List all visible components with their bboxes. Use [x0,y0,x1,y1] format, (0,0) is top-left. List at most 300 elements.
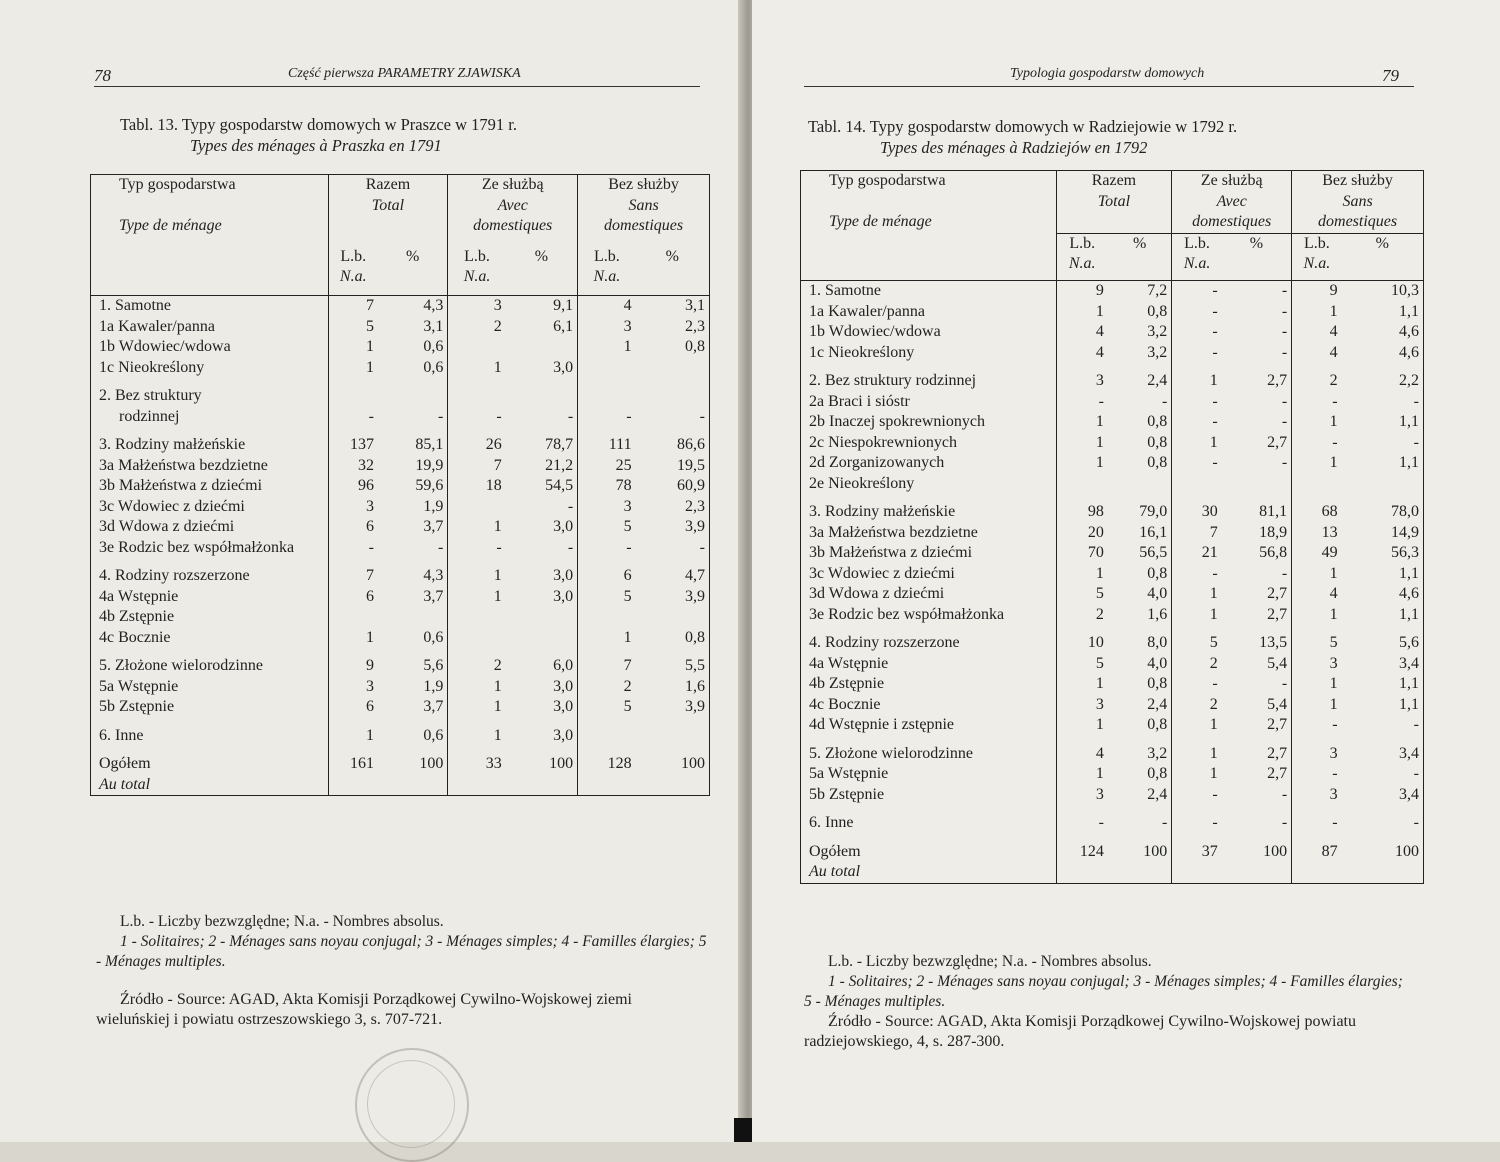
row-label: 2c Niespokrewnionych [801,433,1057,454]
cell-count: 1 [623,338,632,355]
cell-percent: 0,8 [636,337,710,358]
cell-percent [1222,474,1292,495]
header-with-servants-pl: Ze służbą [1172,171,1292,192]
cell-count: 26 [485,436,502,453]
cell-count: 1 [1329,605,1338,623]
header-na: N.a. [593,268,621,285]
table-header [801,171,1424,281]
cell-count: 18 [485,477,502,494]
cell-percent: 3,4 [1342,744,1424,765]
table-row [801,584,1424,605]
cell-percent: 3,0 [506,587,578,608]
cell-percent: - [636,538,710,559]
cell-count: 5 [1095,654,1104,672]
row-spacer [801,736,1424,744]
cell-percent: 19,5 [636,456,710,477]
cell-percent: 3,0 [506,517,578,538]
header-pct: % [636,247,710,268]
cell-percent: 19,9 [378,456,448,477]
cell-percent: 4,6 [1342,322,1424,343]
cell-count: 7 [493,456,502,474]
header-type-fr: Type de ménage [91,216,329,237]
table-row [801,813,1424,834]
cell-count: 96 [357,477,374,494]
cell-percent: - [378,538,448,559]
cell-percent: 0,8 [1108,564,1172,585]
cell-percent: 0,6 [378,337,448,358]
cell-percent: 1,9 [378,497,448,518]
table-row [91,497,710,518]
cell-count: 2 [493,657,502,674]
cell-count: 1 [493,587,502,605]
cell-percent [506,775,578,796]
cell-count: 49 [1321,544,1338,561]
cell-count: 5 [1095,585,1104,602]
table-row [801,502,1424,523]
header-na: N.a. [1068,255,1096,272]
caption-polish: Tabl. 14. Typy gospodarstw domowych w Radziejowie w 1792 r. [808,117,1238,136]
cell-count: 3 [1329,744,1338,762]
cell-count: 13 [1321,523,1338,541]
header-with-servants-fr2: domestiques [1172,212,1292,233]
cell-count: 21 [1201,544,1218,561]
cell-count: 6 [623,567,632,584]
cell-percent: 3,7 [378,517,448,538]
header-type-pl: Typ gospodarstwa [91,175,329,196]
table-row [801,764,1424,785]
table-row [801,842,1424,863]
cell-percent: 3,1 [636,296,710,317]
header-pct: % [378,247,448,268]
cell-percent [1108,474,1172,495]
header-without-servants-pl: Bez służby [578,175,710,196]
cell-percent: 3,2 [1108,343,1172,364]
cell-count: 87 [1321,842,1338,860]
cell-count: 9 [1095,282,1104,299]
cell-count: 1 [1095,302,1104,320]
header-lb: L.b. [340,247,367,265]
cell-count: 4 [1095,343,1104,361]
row-label: 5a Wstępnie [91,677,329,698]
row-label: 3. Rodziny małżeńskie [801,502,1057,523]
cell-count: 3 [1329,654,1338,672]
cell-percent: 85,1 [378,435,448,456]
cell-count: - [1212,814,1218,831]
cell-percent: 78,0 [1342,502,1424,523]
table-row [91,566,710,587]
row-label: 4. Rodziny rozszerzone [91,566,329,587]
row-spacer [801,625,1424,633]
row-spacer [801,834,1424,842]
row-label: 3a Małżeństwa bezdzietne [91,456,329,477]
cell-count [1292,862,1342,883]
cell-count: - [1332,433,1338,451]
cell-count: 1 [1209,765,1218,782]
cell-count: 1 [1095,716,1104,733]
row-label: 1. Samotne [91,296,329,317]
cell-percent: - [1222,674,1292,695]
cell-count: 1 [1095,675,1104,692]
cell-count: - [1212,302,1218,320]
caption-french: Types des ménages à Praszka en 1791 [190,136,442,155]
cell-count: - [1332,716,1338,733]
cell-percent: - [1222,412,1292,433]
row-label: 4c Bocznie [801,695,1057,716]
cell-percent: - [506,407,578,428]
cell-count [1056,862,1108,883]
cell-percent: 1,1 [1342,412,1424,433]
cell-count: 1 [1095,454,1104,471]
cell-count: 98 [1087,503,1104,520]
cell-percent: - [1222,785,1292,806]
cell-percent: 59,6 [378,476,448,497]
cell-count: - [1212,323,1218,340]
cell-percent [636,775,710,796]
row-spacer [91,648,710,656]
cell-percent: 0,8 [1108,764,1172,785]
table-row [91,754,710,775]
cell-count: 1 [1329,564,1338,582]
cell-count: 4 [1095,323,1104,340]
cell-percent: 3,9 [636,697,710,718]
cell-count: - [1332,765,1338,782]
row-label: 1c Nieokreślony [801,343,1057,364]
row-spacer [91,378,710,386]
cell-count [328,386,378,407]
cell-percent: 16,1 [1108,523,1172,544]
table-row [801,785,1424,806]
cell-count: - [1212,785,1218,803]
table-row [801,302,1424,323]
cell-percent: 2,3 [636,317,710,338]
row-label: 5a Wstępnie [801,764,1057,785]
cell-count: 3 [1095,695,1104,713]
cell-percent: 2,7 [1222,744,1292,765]
table-row [801,433,1424,454]
cell-percent: 3,4 [1342,654,1424,675]
cell-percent: 6,1 [506,317,578,338]
cell-count: 1 [1095,765,1104,782]
cell-count: 1 [493,726,502,744]
cell-percent: - [1108,813,1172,834]
cell-percent: 2,4 [1108,371,1172,392]
source-note: Źródło - Source: AGAD, Akta Komisji Porządkowej Cywilno-Wojskowej powiatu radziejowskiego, 4, s. 287-300. [804,1013,1356,1050]
cell-percent: 2,4 [1108,695,1172,716]
cell-count [578,775,636,796]
cell-percent: 18,9 [1222,523,1292,544]
cell-percent: 1,1 [1342,302,1424,323]
cell-percent: 1,1 [1342,605,1424,626]
cell-count: 111 [608,436,632,453]
table-row [801,412,1424,433]
header-lb: L.b. [593,247,620,265]
cell-count: 1 [1329,695,1338,713]
cell-count: 4 [1329,343,1338,361]
cell-count: - [1212,413,1218,430]
row-label: 3e Rodzic bez współmałżonka [91,538,329,559]
row-label: 1b Wdowiec/wdowa [91,337,329,358]
cell-percent: 2,7 [1222,371,1292,392]
cell-count [448,497,506,518]
cell-count: 1 [1209,744,1218,762]
cell-count: - [368,407,374,425]
cell-count: 7 [1209,523,1218,541]
cell-count: 1 [493,567,502,584]
cell-percent: 2,7 [1222,605,1292,626]
cell-count: 37 [1201,842,1218,860]
cell-percent: 86,6 [636,435,710,456]
cell-percent: 0,8 [1108,433,1172,454]
table-header [91,175,710,296]
note-categories: 1 - Solitaires; 2 - Ménages sans noyau conjugal; 3 - Ménages simples; 4 - Familles élargies; 5 - Ménages multiples. [804,973,1403,1010]
header-rule [804,86,1414,87]
cell-percent: 21,2 [506,456,578,477]
row-label: 4b Zstępnie [801,674,1057,695]
cell-count [448,607,506,628]
cell-count: - [1212,454,1218,471]
cell-count: - [1212,343,1218,361]
cell-percent: 8,0 [1108,633,1172,654]
table-row [801,654,1424,675]
table-row [91,317,710,338]
cell-percent: 100 [1222,842,1292,863]
cell-percent: 2,7 [1222,764,1292,785]
cell-percent: 1,1 [1342,695,1424,716]
cell-percent [378,386,448,407]
cell-percent: 5,6 [1342,633,1424,654]
cell-percent: 2,7 [1222,433,1292,454]
left-page [0,0,745,1142]
header-lb: L.b. [1069,234,1096,252]
table-row [91,435,710,456]
cell-count: 1 [1095,433,1104,451]
cell-percent: 1,6 [636,677,710,698]
cell-count: 1 [1095,413,1104,430]
cell-count: 161 [349,755,374,772]
table-row [91,456,710,477]
cell-percent: 5,4 [1222,695,1292,716]
table-row [91,775,710,796]
cell-count: 1 [1329,413,1338,430]
table-row [91,697,710,718]
header-total-pl: Razem [1056,171,1172,192]
cell-count: 124 [1079,842,1104,860]
cell-count [1172,474,1222,495]
cell-count: 9 [365,657,374,674]
cell-percent: 100 [378,754,448,775]
table-row [91,337,710,358]
table-row [91,607,710,628]
cell-count: 3 [493,297,502,314]
table-row [91,587,710,608]
table-body [801,281,1424,884]
table-row [91,386,710,407]
cell-count: 6 [365,587,374,605]
cell-count: 1 [493,698,502,715]
cell-percent: - [1222,343,1292,364]
table-row [91,538,710,559]
cell-percent: 2,4 [1108,785,1172,806]
table-row [801,474,1424,495]
cell-count [448,775,506,796]
table-row [801,453,1424,474]
cell-percent: - [1222,322,1292,343]
cell-percent [506,386,578,407]
cell-count: 5 [623,698,632,715]
cell-percent [378,607,448,628]
cell-percent: - [1342,715,1424,736]
cell-count: 1 [1209,433,1218,451]
cell-percent: 2,7 [1222,715,1292,736]
cell-count: 2 [1209,654,1218,672]
cell-percent: 3,9 [636,587,710,608]
cell-percent: 3,7 [378,587,448,608]
cell-percent: - [1222,453,1292,474]
cell-percent: 2,7 [1222,584,1292,605]
cell-percent: - [378,407,448,428]
row-label: Au total [91,775,329,796]
cell-count: - [1212,564,1218,582]
cell-percent: 0,8 [1108,412,1172,433]
header-without-servants-fr: Sans [1292,192,1424,213]
cell-count: - [626,538,632,556]
header-without-servants-fr2: domestiques [578,216,710,237]
row-spacer [91,427,710,435]
header-lb: L.b. [464,247,490,265]
cell-percent: 2,2 [1342,371,1424,392]
row-label: 2. Bez struktury [91,386,329,407]
cell-count: 3 [365,497,374,515]
table-row [801,392,1424,413]
header-with-servants-fr: Avec [1172,192,1292,213]
table-row [91,656,710,677]
cell-count: 6 [365,698,374,715]
row-label: 3. Rodziny małżeńskie [91,435,329,456]
header-total-fr: Total [1056,192,1172,213]
cell-count: 1 [1329,302,1338,320]
cell-count: 5 [1209,634,1218,651]
table-row [91,726,710,747]
cell-percent: 2,3 [636,497,710,518]
cell-percent: 4,0 [1108,584,1172,605]
running-head: Typologia gospodarstw domowych [1010,66,1205,81]
cell-count: 2 [493,317,502,335]
cell-count: 1 [623,628,632,646]
cell-percent: 54,5 [506,476,578,497]
cell-count: 1 [1209,605,1218,623]
cell-percent: 100 [636,754,710,775]
caption-french: Types des ménages à Radziejów en 1792 [880,138,1148,157]
cell-percent: 56,8 [1222,543,1292,564]
row-spacer [801,494,1424,502]
table-row [801,543,1424,564]
cell-count [578,386,636,407]
cell-count [328,775,378,796]
cell-percent: 3,2 [1108,322,1172,343]
cell-percent: 81,1 [1222,502,1292,523]
cell-percent: - [1222,302,1292,323]
header-rule [94,86,700,87]
cell-count [328,607,378,628]
cell-count: - [368,538,374,556]
cell-count: 1 [493,677,502,695]
cell-count: 5 [365,317,374,335]
note-abbreviations: L.b. - Liczby bezwzględne; N.a. - Nombres absolus. [828,953,1152,970]
cell-count [1172,862,1222,883]
row-label: 4c Bocznie [91,628,329,649]
row-label: 5b Zstępnie [91,697,329,718]
cell-percent: 4,0 [1108,654,1172,675]
header-na: N.a. [463,268,491,285]
cell-count: - [1212,392,1218,410]
header-lb: L.b. [1184,234,1210,252]
table-row [801,564,1424,585]
table-notes [96,912,708,1030]
cell-percent: 5,4 [1222,654,1292,675]
table-row [801,674,1424,695]
cell-count: 3 [623,497,632,515]
cell-count: 6 [365,518,374,535]
cell-percent: 3,0 [506,697,578,718]
cell-percent [1342,862,1424,883]
cell-count: 10 [1087,634,1104,651]
header-lb: L.b. [1303,234,1330,252]
row-spacer [91,558,710,566]
cell-count: 1 [493,358,502,376]
header-total-fr: Total [328,196,448,217]
cell-count: 4 [1095,744,1104,762]
row-label: rodzinnej [91,407,329,428]
header-pct: % [1342,233,1424,254]
cell-count: - [1332,814,1338,831]
source-note: Źródło - Source: AGAD, Akta Komisji Porządkowej Cywilno-Wojskowej ziemi wieluńskiej i powiatu ostrzeszowskiego 3, s. 707-721. [96,991,632,1028]
table-row [91,677,710,698]
cell-percent [1342,474,1424,495]
cell-percent: 1,6 [1108,605,1172,626]
cell-count: 1 [1329,675,1338,692]
cell-count: 1 [1329,454,1338,471]
cell-percent: 7,2 [1108,281,1172,302]
header-with-servants-pl: Ze służbą [448,175,578,196]
row-label: 1a Kawaler/panna [91,317,329,338]
cell-count: - [1098,392,1104,410]
cell-percent: 0,6 [378,358,448,379]
cell-percent: 0,6 [378,726,448,747]
cell-percent: 1,1 [1342,564,1424,585]
cell-percent [506,628,578,649]
cell-count [578,358,636,379]
cell-percent: 0,6 [378,628,448,649]
cell-percent: 10,3 [1342,281,1424,302]
row-label: 2b Inaczej spokrewnionych [801,412,1057,433]
table-row [801,715,1424,736]
header-without-servants-pl: Bez służby [1292,171,1424,192]
header-with-servants-fr2: domestiques [448,216,578,237]
cell-percent: - [636,407,710,428]
cell-percent: - [1222,813,1292,834]
table-row [91,476,710,497]
cell-count: - [626,407,632,425]
caption-polish: Tabl. 13. Typy gospodarstw domowych w Praszce w 1791 r. [120,115,517,134]
cell-percent: - [1222,281,1292,302]
row-label: 1. Samotne [801,281,1057,302]
table-row [91,358,710,379]
table-row [91,407,710,428]
cell-count: 1 [365,726,374,744]
cell-percent: 3,0 [506,358,578,379]
cell-percent: 5,6 [378,656,448,677]
cell-percent: 9,1 [506,296,578,317]
